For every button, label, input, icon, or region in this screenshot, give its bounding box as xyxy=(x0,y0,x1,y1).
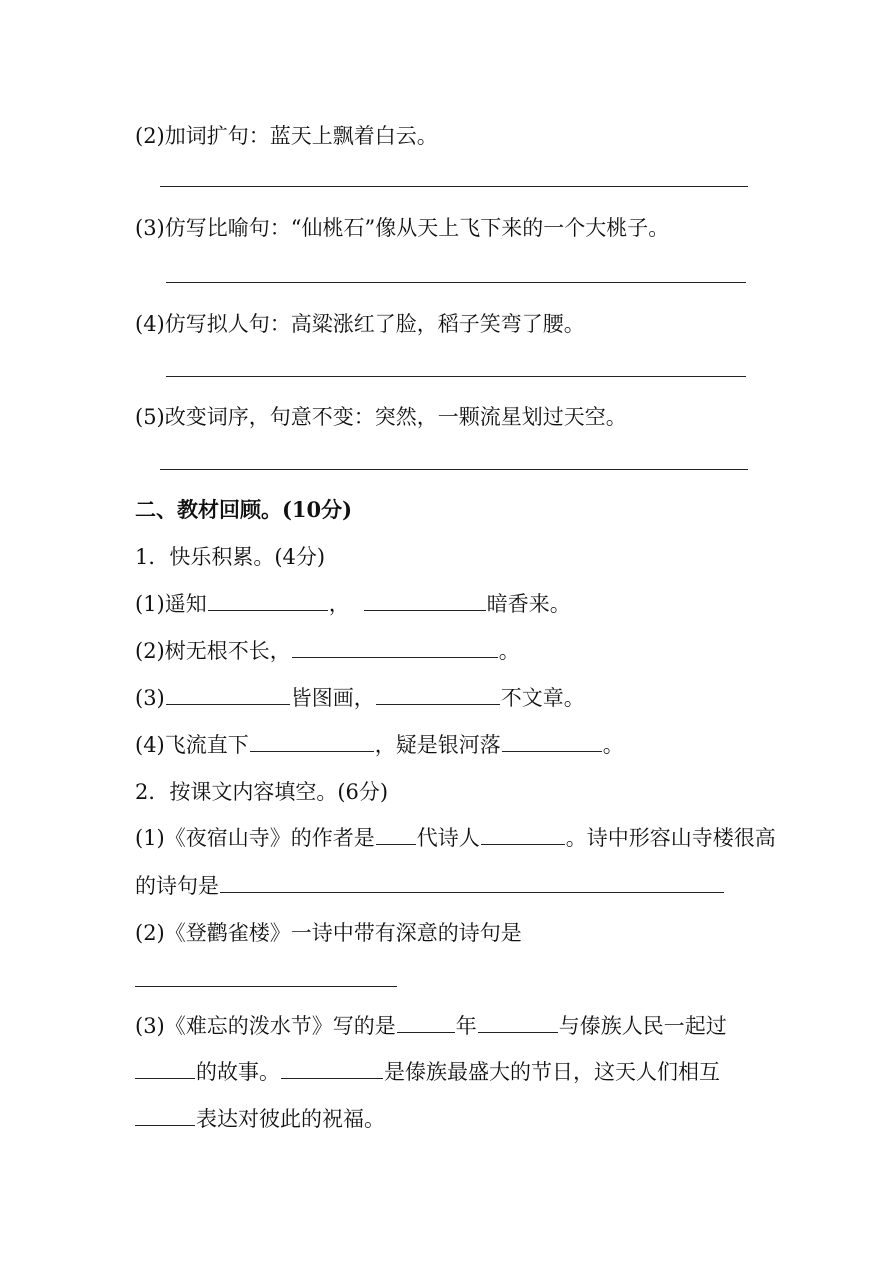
question-2-expand-sentence: (2)加词扩句：蓝天上飘着白云。 xyxy=(135,124,438,148)
blank[interactable] xyxy=(208,590,328,611)
blank[interactable] xyxy=(397,1012,455,1033)
fill-item-4-text-b: ，疑是银河落 xyxy=(374,733,501,757)
blank[interactable] xyxy=(250,731,374,752)
answer-line-q4[interactable] xyxy=(166,376,746,377)
blank[interactable] xyxy=(364,590,486,611)
fill-item-2-3-text-e: 是傣族最盛大的节日，这天人们相互 xyxy=(384,1060,720,1084)
fill-item-1 xyxy=(135,590,571,618)
fill-item-2-3-text-f: 表达对彼此的祝福。 xyxy=(196,1107,385,1131)
fill-item-1-text-a: (1)遥知 xyxy=(135,592,207,616)
fill-item-2 xyxy=(135,637,520,665)
fill-item-2-1-cont xyxy=(135,872,725,900)
blank[interactable] xyxy=(292,637,498,658)
answer-line-q5[interactable] xyxy=(160,469,748,470)
fill-item-2-2: (2)《登鹳雀楼》一诗中带有深意的诗句是 xyxy=(135,921,522,945)
subsection-1-title: 1．快乐积累。(4分) xyxy=(135,545,326,569)
blank[interactable] xyxy=(166,684,290,705)
fill-item-2-1 xyxy=(135,824,776,852)
answer-line-q2[interactable] xyxy=(160,186,748,187)
fill-item-2-1-text-d: 的诗句是 xyxy=(135,874,219,898)
blank[interactable] xyxy=(135,1058,195,1079)
blank[interactable] xyxy=(220,872,724,893)
blank[interactable] xyxy=(135,1105,195,1126)
fill-item-4 xyxy=(135,731,624,759)
fill-item-2-3-text-a: (3)《难忘的泼水节》写的是 xyxy=(135,1014,396,1038)
blank[interactable] xyxy=(478,1012,558,1033)
fill-item-2-3-end xyxy=(135,1105,385,1133)
fill-item-2-text-b: 。 xyxy=(498,639,520,663)
fill-item-2-text-a: (2)树无根不长， xyxy=(135,639,291,663)
fill-item-2-3 xyxy=(135,1012,727,1040)
fill-item-2-3-text-d: 的故事。 xyxy=(196,1060,280,1084)
fill-item-2-3-text-c: 与傣族人民一起过 xyxy=(558,1014,727,1038)
question-5-word-order: (5)改变词序，句意不变：突然，一颗流星划过天空。 xyxy=(135,405,627,429)
fill-item-1-text-b: ， xyxy=(328,592,350,616)
fill-item-3 xyxy=(135,684,585,712)
fill-item-3-text-a: (3) xyxy=(135,686,165,710)
fill-item-2-1-text-a: (1)《夜宿山寺》的作者是 xyxy=(135,826,375,850)
answer-line-2-2[interactable] xyxy=(135,986,397,987)
section-2-title: 二、教材回顾。(10分) xyxy=(135,497,353,522)
question-4-personification: (4)仿写拟人句：高粱涨红了脸，稻子笑弯了腰。 xyxy=(135,312,585,336)
fill-item-4-text-a: (4)飞流直下 xyxy=(135,733,249,757)
fill-item-4-text-c: 。 xyxy=(602,733,624,757)
fill-item-1-text-c: 暗香来。 xyxy=(486,592,571,616)
subsection-2-title: 2．按课文内容填空。(6分) xyxy=(135,780,389,804)
fill-item-2-3-text-b: 年 xyxy=(455,1014,477,1038)
answer-line-q3[interactable] xyxy=(166,282,746,283)
blank[interactable] xyxy=(481,824,565,845)
fill-item-2-1-text-b: 代诗人 xyxy=(416,826,480,850)
blank[interactable] xyxy=(376,684,500,705)
fill-item-3-text-b: 皆图画， xyxy=(290,686,375,710)
question-3-simile: (3)仿写比喻句：“仙桃石”像从天上飞下来的一个大桃子。 xyxy=(135,216,670,240)
fill-item-2-1-text-c: 。诗中形容山寺楼很高 xyxy=(565,826,776,850)
blank[interactable] xyxy=(281,1058,383,1079)
blank[interactable] xyxy=(376,824,416,845)
fill-item-2-3-cont xyxy=(135,1058,720,1086)
blank[interactable] xyxy=(502,731,602,752)
fill-item-3-text-c: 不文章。 xyxy=(500,686,585,710)
